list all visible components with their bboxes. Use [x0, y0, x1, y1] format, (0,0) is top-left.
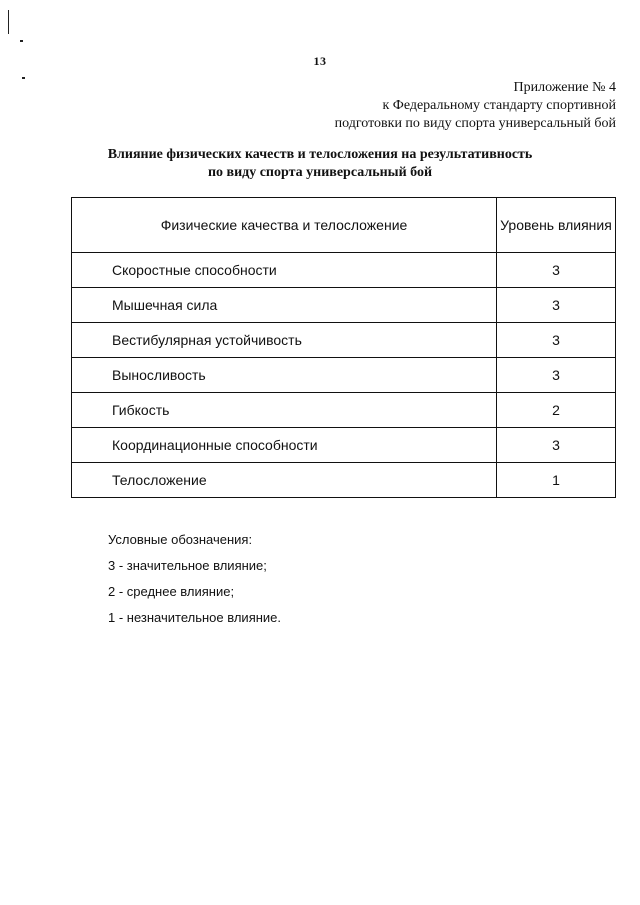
legend	[108, 531, 281, 635]
table-row	[72, 393, 616, 428]
level-cell: 3	[497, 428, 616, 463]
legend-heading: Условные обозначения:	[108, 532, 253, 547]
scan-margin-dot	[22, 77, 25, 79]
quality-cell: Выносливость	[72, 358, 497, 393]
influence-table	[71, 197, 616, 498]
quality-cell: Вестибулярная устойчивость	[72, 323, 497, 358]
level-cell: 2	[497, 393, 616, 428]
table-row	[72, 358, 616, 393]
quality-cell: Телосложение	[72, 463, 497, 498]
level-cell: 3	[497, 358, 616, 393]
appendix-line: к Федеральному стандарту спортивной	[382, 98, 616, 113]
appendix-line: подготовки по виду спорта универсальный бой	[334, 116, 616, 131]
level-cell: 3	[497, 323, 616, 358]
scan-margin-mark	[8, 10, 9, 34]
appendix-line: Приложение № 4	[513, 80, 616, 95]
quality-cell: Скоростные способности	[72, 253, 497, 288]
table-row	[72, 253, 616, 288]
title-line: Влияние физических качеств и телосложения на результативность	[107, 147, 533, 162]
page-number: 13	[313, 54, 327, 68]
scan-margin-dot	[20, 40, 23, 42]
legend-item: 2 - среднее влияние;	[108, 584, 235, 599]
table-row	[72, 288, 616, 323]
appendix-header	[335, 79, 616, 133]
header-level: Уровень влияния	[497, 198, 616, 253]
table-row	[72, 428, 616, 463]
legend-item: 3 - значительное влияние;	[108, 558, 267, 573]
table-row	[72, 463, 616, 498]
quality-cell: Мышечная сила	[72, 288, 497, 323]
quality-cell: Гибкость	[72, 393, 497, 428]
document-title	[0, 146, 640, 182]
level-cell: 3	[497, 253, 616, 288]
level-cell: 1	[497, 463, 616, 498]
header-quality: Физические качества и телосложение	[72, 198, 497, 253]
legend-item: 1 - незначительное влияние.	[108, 610, 282, 625]
quality-cell: Координационные способности	[72, 428, 497, 463]
title-line: по виду спорта универсальный бой	[207, 165, 433, 180]
level-cell: 3	[497, 288, 616, 323]
table-row	[72, 323, 616, 358]
table-header-row	[72, 198, 616, 253]
